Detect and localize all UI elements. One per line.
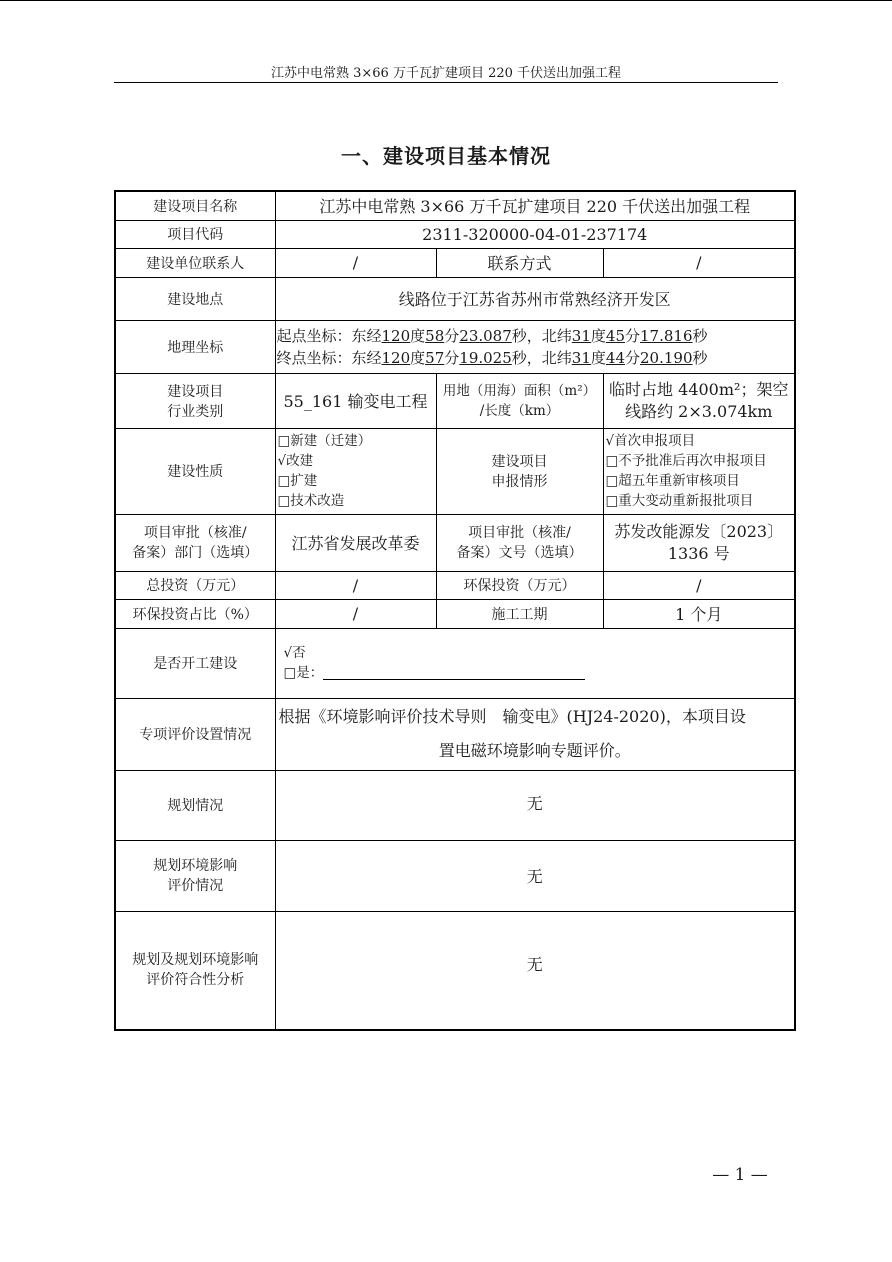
- conformity-label: 规划及规划环境影响 评价符合性分析: [115, 911, 275, 1030]
- planning-label: 规划情况: [115, 770, 275, 840]
- industry-label: 建设项目 行业类别: [115, 373, 275, 428]
- coords-value: [275, 320, 795, 373]
- contact-method-label: 联系方式: [436, 248, 603, 277]
- area-value: 临时占地 4400m²；架空 线路约 2×3.074km: [603, 373, 795, 428]
- declare-option: □超五年重新审核项目: [605, 473, 740, 489]
- location-label: 建设地点: [115, 277, 275, 320]
- running-header: 江苏中电常熟 3×66 万千瓦扩建项目 220 千伏送出加强工程: [270, 66, 622, 81]
- table-row: [115, 571, 795, 599]
- table-row: [115, 599, 795, 628]
- investment-value: /: [275, 571, 436, 599]
- nature-option: √改建: [277, 453, 314, 469]
- period-value: 1 个月: [603, 599, 795, 628]
- nature-option: □新建（迁建）: [277, 433, 372, 449]
- fill-in-blank: [323, 667, 585, 680]
- coords-label: 地理坐标: [115, 320, 275, 373]
- table-row: [115, 911, 795, 1030]
- industry-value: 55_161 输变电工程: [275, 373, 436, 428]
- project-name-value: 江苏中电常熟 3×66 万千瓦扩建项目 220 千伏送出加强工程: [275, 191, 795, 220]
- declare-label: 建设项目 申报情形: [436, 428, 603, 514]
- approval-doc-label: 项目审批（核准/ 备案）文号（选填）: [436, 514, 603, 571]
- table-row: [115, 514, 795, 571]
- ratio-label: 环保投资占比（%）: [115, 599, 275, 628]
- table-row: [115, 628, 795, 698]
- table-row: [115, 840, 795, 911]
- header-rule: [114, 82, 778, 83]
- conformity-value: 无: [275, 911, 795, 1030]
- started-option-no: √否: [283, 645, 306, 661]
- table-row: [115, 770, 795, 840]
- env-investment-label: 环保投资（万元）: [436, 571, 603, 599]
- approval-doc-value: 苏发改能源发〔2023〕 1336 号: [603, 514, 795, 571]
- nature-label: 建设性质: [115, 428, 275, 514]
- project-name-label: 建设项目名称: [115, 191, 275, 220]
- project-code-label: 项目代码: [115, 220, 275, 248]
- contact-method-value: /: [603, 248, 795, 277]
- table-row: [115, 220, 795, 248]
- end-coordinate: 终点坐标：东经120度57分19.025秒，北纬31度44分20.190秒: [276, 348, 708, 367]
- started-label: 是否开工建设: [115, 628, 275, 698]
- contact-label: 建设单位联系人: [115, 248, 275, 277]
- table-row: [115, 320, 795, 373]
- table-row: [115, 428, 795, 514]
- table-row: [115, 373, 795, 428]
- started-option-yes: □是：: [284, 663, 793, 683]
- approval-dept-label: 项目审批（核准/ 备案）部门（选填）: [115, 514, 275, 571]
- special-label: 专项评价设置情况: [115, 698, 275, 770]
- nature-options: [275, 428, 436, 514]
- contact-value: /: [275, 248, 436, 277]
- nature-option: □技术改造: [277, 493, 345, 509]
- project-code-value: 2311-320000-04-01-237174: [275, 220, 795, 248]
- period-label: 施工工期: [436, 599, 603, 628]
- page-number: — 1 —: [712, 1165, 768, 1185]
- planning-env-label: 规划环境影响 评价情况: [115, 840, 275, 911]
- planning-env-value: 无: [275, 840, 795, 911]
- started-options: [275, 628, 795, 698]
- project-info-table: [114, 190, 796, 1031]
- table-row: [115, 248, 795, 277]
- area-label: 用地（用海）面积（m²） /长度（km）: [436, 373, 603, 428]
- nature-option: □扩建: [277, 473, 318, 489]
- start-coordinate: 起点坐标：东经120度58分23.087秒，北纬31度45分17.816秒: [276, 326, 708, 345]
- approval-dept-value: 江苏省发展改革委: [275, 514, 436, 571]
- section-title: 一、建设项目基本情况: [341, 144, 551, 168]
- planning-value: 无: [275, 770, 795, 840]
- location-value: 线路位于江苏省苏州市常熟经济开发区: [275, 277, 795, 320]
- env-investment-value: /: [603, 571, 795, 599]
- declare-option: □重大变动重新报批项目: [605, 493, 754, 509]
- investment-label: 总投资（万元）: [115, 571, 275, 599]
- declare-option: √首次申报项目: [605, 433, 696, 449]
- top-border: [0, 0, 892, 1]
- table-row: [115, 698, 795, 770]
- declare-option: □不予批准后再次申报项目: [605, 453, 767, 469]
- ratio-value: /: [275, 599, 436, 628]
- declare-options: [603, 428, 795, 514]
- table-row: [115, 191, 795, 220]
- special-value: 根据《环境影响评价技术导则 输变电》(HJ24-2020)，本项目设 置电磁环境影响专题评价。: [275, 698, 795, 770]
- table-row: [115, 277, 795, 320]
